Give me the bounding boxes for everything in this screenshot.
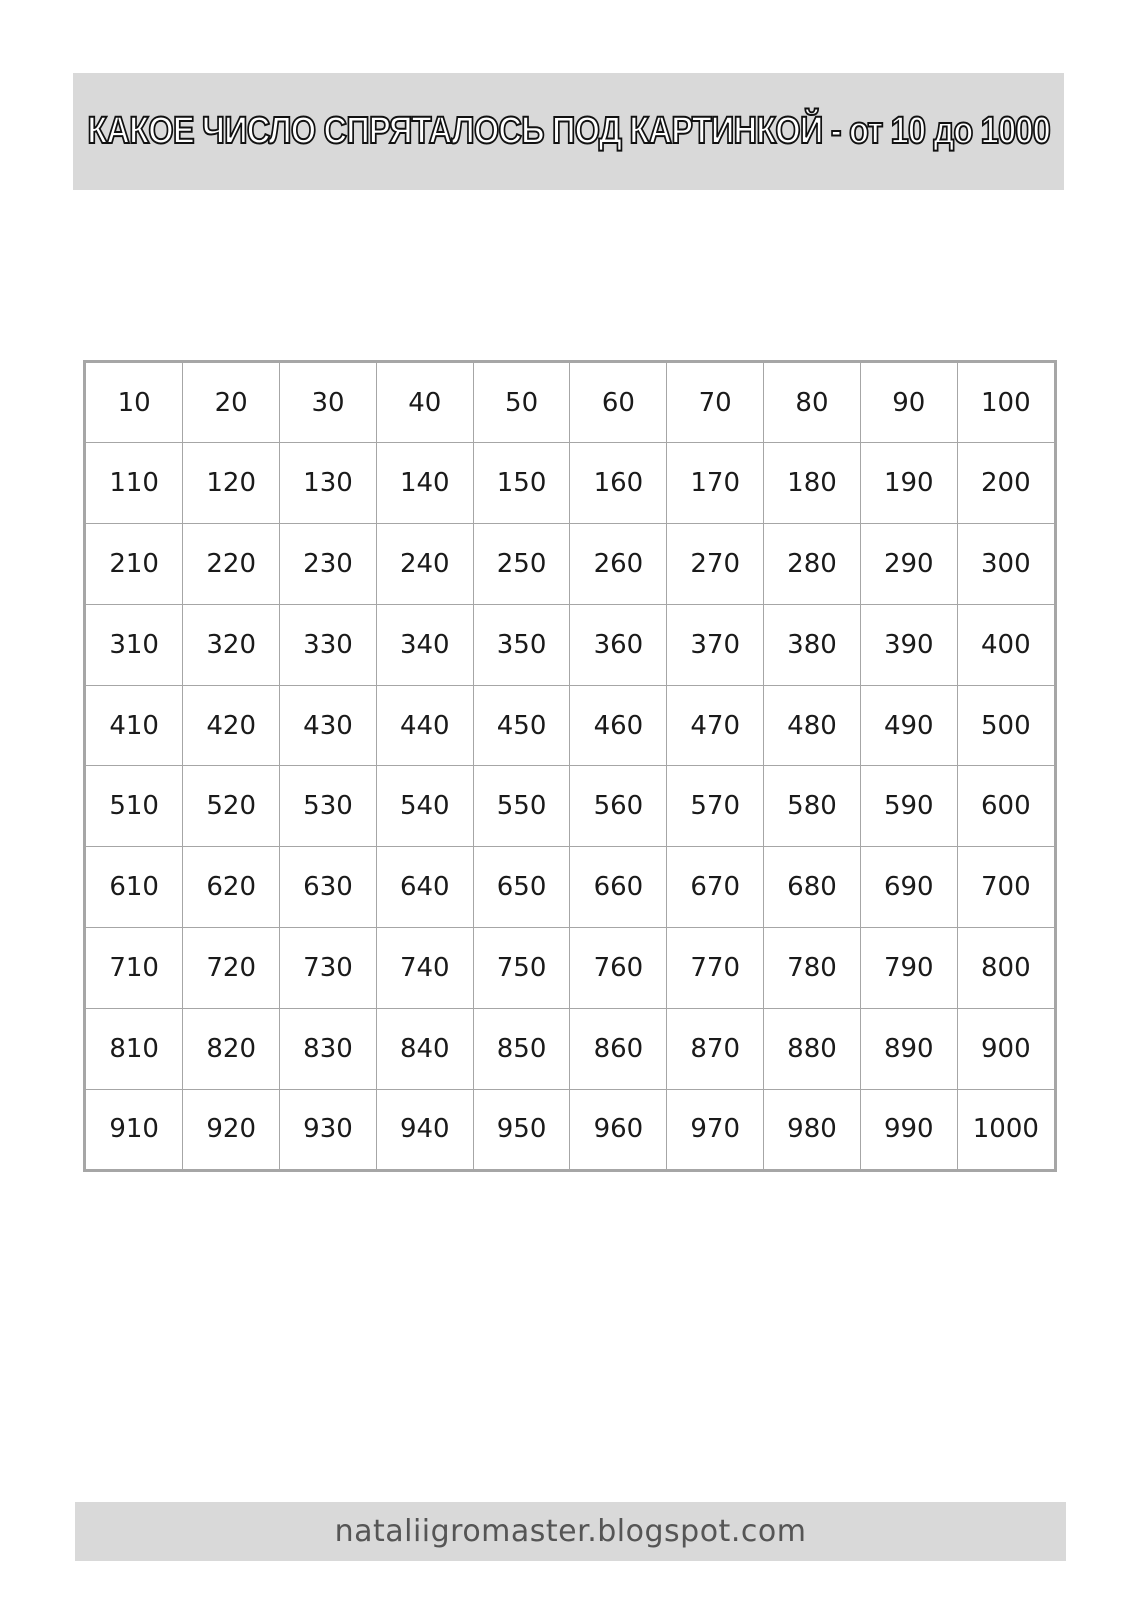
grid-cell: 720 bbox=[183, 928, 280, 1009]
grid-cell: 190 bbox=[860, 443, 957, 524]
grid-cell: 980 bbox=[764, 1089, 861, 1169]
grid-cell: 130 bbox=[280, 443, 377, 524]
grid-cell: 660 bbox=[570, 847, 667, 928]
grid-cell: 780 bbox=[764, 928, 861, 1009]
grid-cell: 50 bbox=[473, 363, 570, 443]
grid-cell: 60 bbox=[570, 363, 667, 443]
grid-cell: 290 bbox=[860, 523, 957, 604]
grid-cell: 510 bbox=[86, 766, 183, 847]
grid-cell: 610 bbox=[86, 847, 183, 928]
grid-cell: 850 bbox=[473, 1009, 570, 1090]
grid-cell: 620 bbox=[183, 847, 280, 928]
grid-row bbox=[86, 847, 1054, 928]
grid-cell: 280 bbox=[764, 523, 861, 604]
grid-cell: 340 bbox=[376, 604, 473, 685]
grid-cell: 730 bbox=[280, 928, 377, 1009]
grid-cell: 670 bbox=[667, 847, 764, 928]
grid-row bbox=[86, 363, 1054, 443]
grid-cell: 560 bbox=[570, 766, 667, 847]
grid-cell: 910 bbox=[86, 1089, 183, 1169]
grid-cell: 630 bbox=[280, 847, 377, 928]
grid-cell: 30 bbox=[280, 363, 377, 443]
grid-cell: 80 bbox=[764, 363, 861, 443]
footer-banner bbox=[75, 1502, 1066, 1561]
grid-cell: 970 bbox=[667, 1089, 764, 1169]
grid-cell: 680 bbox=[764, 847, 861, 928]
grid-cell: 500 bbox=[957, 685, 1054, 766]
grid-cell: 10 bbox=[86, 363, 183, 443]
number-grid bbox=[86, 363, 1054, 1169]
grid-row bbox=[86, 685, 1054, 766]
grid-cell: 590 bbox=[860, 766, 957, 847]
grid-cell: 640 bbox=[376, 847, 473, 928]
grid-cell: 210 bbox=[86, 523, 183, 604]
grid-cell: 240 bbox=[376, 523, 473, 604]
grid-cell: 70 bbox=[667, 363, 764, 443]
grid-cell: 140 bbox=[376, 443, 473, 524]
title-banner bbox=[73, 73, 1064, 190]
grid-cell: 750 bbox=[473, 928, 570, 1009]
grid-cell: 570 bbox=[667, 766, 764, 847]
grid-cell: 900 bbox=[957, 1009, 1054, 1090]
number-grid-body bbox=[86, 363, 1054, 1169]
grid-cell: 990 bbox=[860, 1089, 957, 1169]
grid-cell: 540 bbox=[376, 766, 473, 847]
grid-cell: 400 bbox=[957, 604, 1054, 685]
grid-cell: 250 bbox=[473, 523, 570, 604]
grid-cell: 390 bbox=[860, 604, 957, 685]
grid-cell: 830 bbox=[280, 1009, 377, 1090]
grid-cell: 710 bbox=[86, 928, 183, 1009]
grid-cell: 580 bbox=[764, 766, 861, 847]
grid-cell: 690 bbox=[860, 847, 957, 928]
grid-cell: 330 bbox=[280, 604, 377, 685]
grid-cell: 1000 bbox=[957, 1089, 1054, 1169]
grid-cell: 600 bbox=[957, 766, 1054, 847]
grid-cell: 170 bbox=[667, 443, 764, 524]
grid-cell: 760 bbox=[570, 928, 667, 1009]
grid-cell: 370 bbox=[667, 604, 764, 685]
grid-cell: 840 bbox=[376, 1009, 473, 1090]
grid-cell: 880 bbox=[764, 1009, 861, 1090]
grid-cell: 40 bbox=[376, 363, 473, 443]
grid-cell: 810 bbox=[86, 1009, 183, 1090]
grid-cell: 110 bbox=[86, 443, 183, 524]
grid-cell: 410 bbox=[86, 685, 183, 766]
grid-cell: 550 bbox=[473, 766, 570, 847]
grid-cell: 700 bbox=[957, 847, 1054, 928]
grid-cell: 950 bbox=[473, 1089, 570, 1169]
grid-cell: 470 bbox=[667, 685, 764, 766]
grid-row bbox=[86, 443, 1054, 524]
grid-cell: 740 bbox=[376, 928, 473, 1009]
grid-row bbox=[86, 766, 1054, 847]
grid-cell: 490 bbox=[860, 685, 957, 766]
grid-cell: 430 bbox=[280, 685, 377, 766]
grid-cell: 820 bbox=[183, 1009, 280, 1090]
grid-row bbox=[86, 1089, 1054, 1169]
grid-cell: 300 bbox=[957, 523, 1054, 604]
grid-cell: 960 bbox=[570, 1089, 667, 1169]
grid-cell: 360 bbox=[570, 604, 667, 685]
grid-row bbox=[86, 523, 1054, 604]
grid-cell: 790 bbox=[860, 928, 957, 1009]
grid-cell: 100 bbox=[957, 363, 1054, 443]
grid-cell: 270 bbox=[667, 523, 764, 604]
grid-cell: 860 bbox=[570, 1009, 667, 1090]
footer-site-url: nataliigromaster.blogspot.com bbox=[334, 1514, 807, 1549]
grid-cell: 420 bbox=[183, 685, 280, 766]
grid-cell: 530 bbox=[280, 766, 377, 847]
grid-cell: 870 bbox=[667, 1009, 764, 1090]
number-grid-frame bbox=[83, 360, 1057, 1172]
grid-cell: 260 bbox=[570, 523, 667, 604]
grid-cell: 150 bbox=[473, 443, 570, 524]
grid-cell: 180 bbox=[764, 443, 861, 524]
grid-cell: 310 bbox=[86, 604, 183, 685]
grid-cell: 320 bbox=[183, 604, 280, 685]
grid-cell: 930 bbox=[280, 1089, 377, 1169]
grid-cell: 120 bbox=[183, 443, 280, 524]
grid-cell: 940 bbox=[376, 1089, 473, 1169]
grid-cell: 20 bbox=[183, 363, 280, 443]
grid-cell: 520 bbox=[183, 766, 280, 847]
grid-cell: 380 bbox=[764, 604, 861, 685]
grid-cell: 800 bbox=[957, 928, 1054, 1009]
grid-cell: 220 bbox=[183, 523, 280, 604]
grid-row bbox=[86, 1009, 1054, 1090]
grid-cell: 460 bbox=[570, 685, 667, 766]
grid-cell: 890 bbox=[860, 1009, 957, 1090]
grid-cell: 230 bbox=[280, 523, 377, 604]
grid-cell: 480 bbox=[764, 685, 861, 766]
grid-cell: 350 bbox=[473, 604, 570, 685]
grid-cell: 90 bbox=[860, 363, 957, 443]
grid-cell: 440 bbox=[376, 685, 473, 766]
grid-cell: 650 bbox=[473, 847, 570, 928]
grid-cell: 450 bbox=[473, 685, 570, 766]
grid-cell: 160 bbox=[570, 443, 667, 524]
grid-row bbox=[86, 604, 1054, 685]
grid-cell: 920 bbox=[183, 1089, 280, 1169]
grid-cell: 770 bbox=[667, 928, 764, 1009]
page-title: КАКОЕ ЧИСЛО СПРЯТАЛОСЬ ПОД КАРТИНКОЙ - от 10 до 1000 bbox=[87, 110, 1050, 152]
grid-cell: 200 bbox=[957, 443, 1054, 524]
grid-row bbox=[86, 928, 1054, 1009]
